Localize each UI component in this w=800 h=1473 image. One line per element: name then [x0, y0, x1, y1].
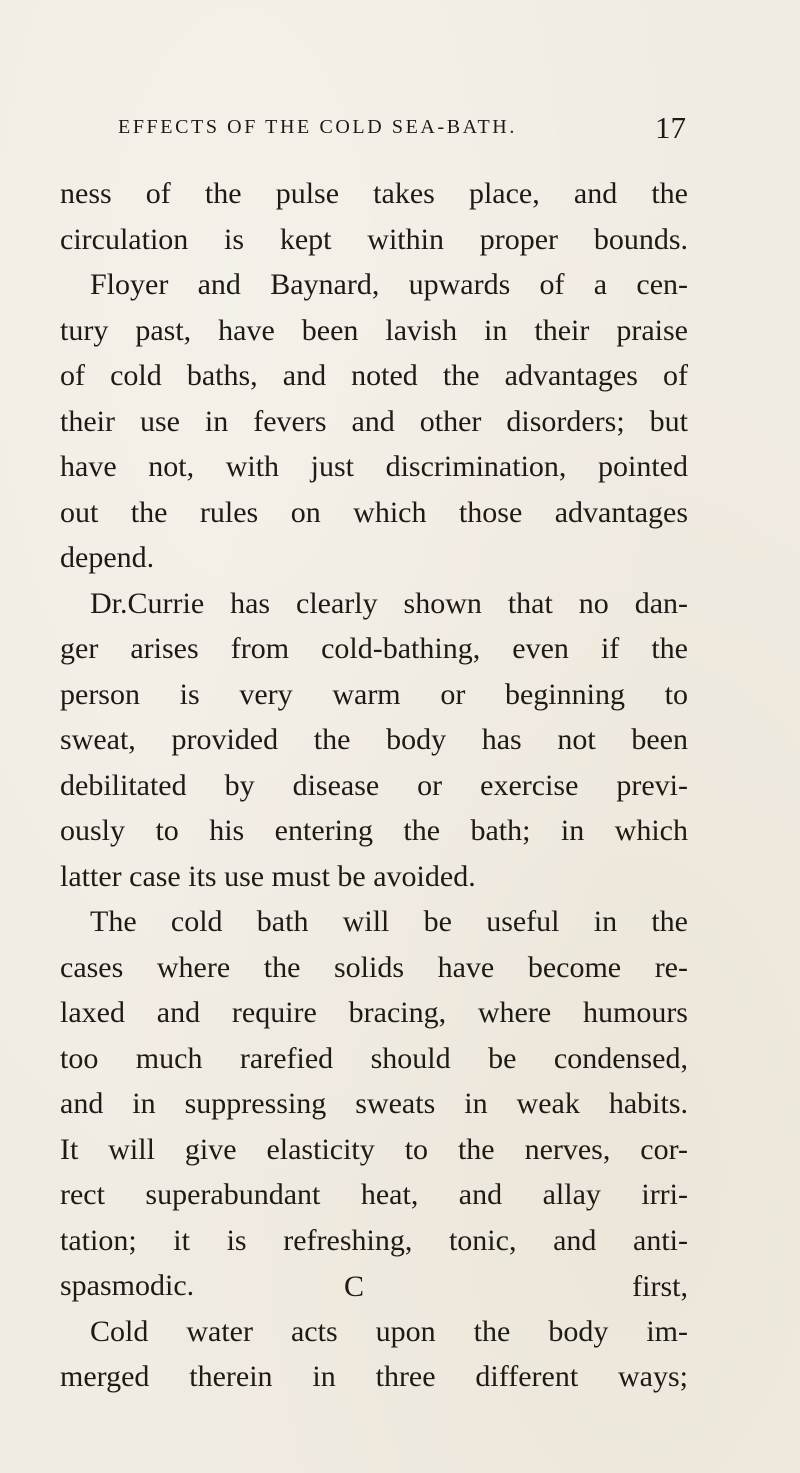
catchword: first,: [632, 1270, 688, 1303]
text-line: ness of the pulse takes place, and the: [60, 177, 688, 210]
text-line: tation; it is refreshing, tonic, and anti-: [60, 1223, 688, 1257]
text-line: depend.: [60, 541, 155, 574]
text-line: Floyer and Baynard, upwards of a cen-: [90, 268, 688, 301]
text-line: have not, with just discrimination, pointed: [60, 450, 688, 483]
text-line: sweat, provided the body has not been: [60, 723, 688, 756]
text-line: rect superabundant heat, and allay irri-: [60, 1178, 688, 1211]
text-line: Dr.Currie has clearly shown that no dan-: [90, 586, 688, 620]
text-line: ously to his entering the bath; in which: [60, 814, 688, 847]
text-line: spasmodic.: [60, 1269, 195, 1302]
text-line: circulation is kept within proper bounds.: [60, 222, 688, 256]
page-number: 17: [655, 110, 686, 145]
text-line: merged therein in three different ways;: [60, 1360, 688, 1393]
text-line: too much rarefied should be condensed,: [60, 1041, 688, 1075]
text-line: ger arises from cold-bathing, even if the: [60, 632, 688, 665]
body-text: [60, 171, 688, 1400]
running-head: [118, 110, 686, 148]
page-footer: [60, 1264, 688, 1310]
signature-mark: C: [344, 1270, 365, 1303]
text-line: and in suppressing sweats in weak habits.: [60, 1087, 688, 1120]
text-line: Cold water acts upon the body im-: [90, 1314, 688, 1348]
text-line: debilitated by disease or exercise previ-: [60, 768, 688, 802]
text-line: tury past, have been lavish in their praise: [60, 313, 688, 347]
text-line: latter case its use must be avoided.: [60, 859, 476, 893]
text-line: It will give elasticity to the nerves, cor-: [60, 1132, 688, 1166]
text-line: cases where the solids have become re-: [60, 950, 688, 984]
text-line: of cold baths, and noted the advantages of: [60, 359, 688, 392]
text-line: their use in fevers and other disorders; but: [60, 404, 688, 438]
running-title: EFFECTS OF THE COLD SEA-BATH.: [118, 116, 517, 138]
text-line: The cold bath will be useful in the: [90, 905, 688, 938]
text-line: laxed and require bracing, where humours: [60, 996, 688, 1029]
text-line: person is very warm or beginning to: [60, 677, 688, 711]
text-line: out the rules on which those advantages: [60, 495, 688, 529]
